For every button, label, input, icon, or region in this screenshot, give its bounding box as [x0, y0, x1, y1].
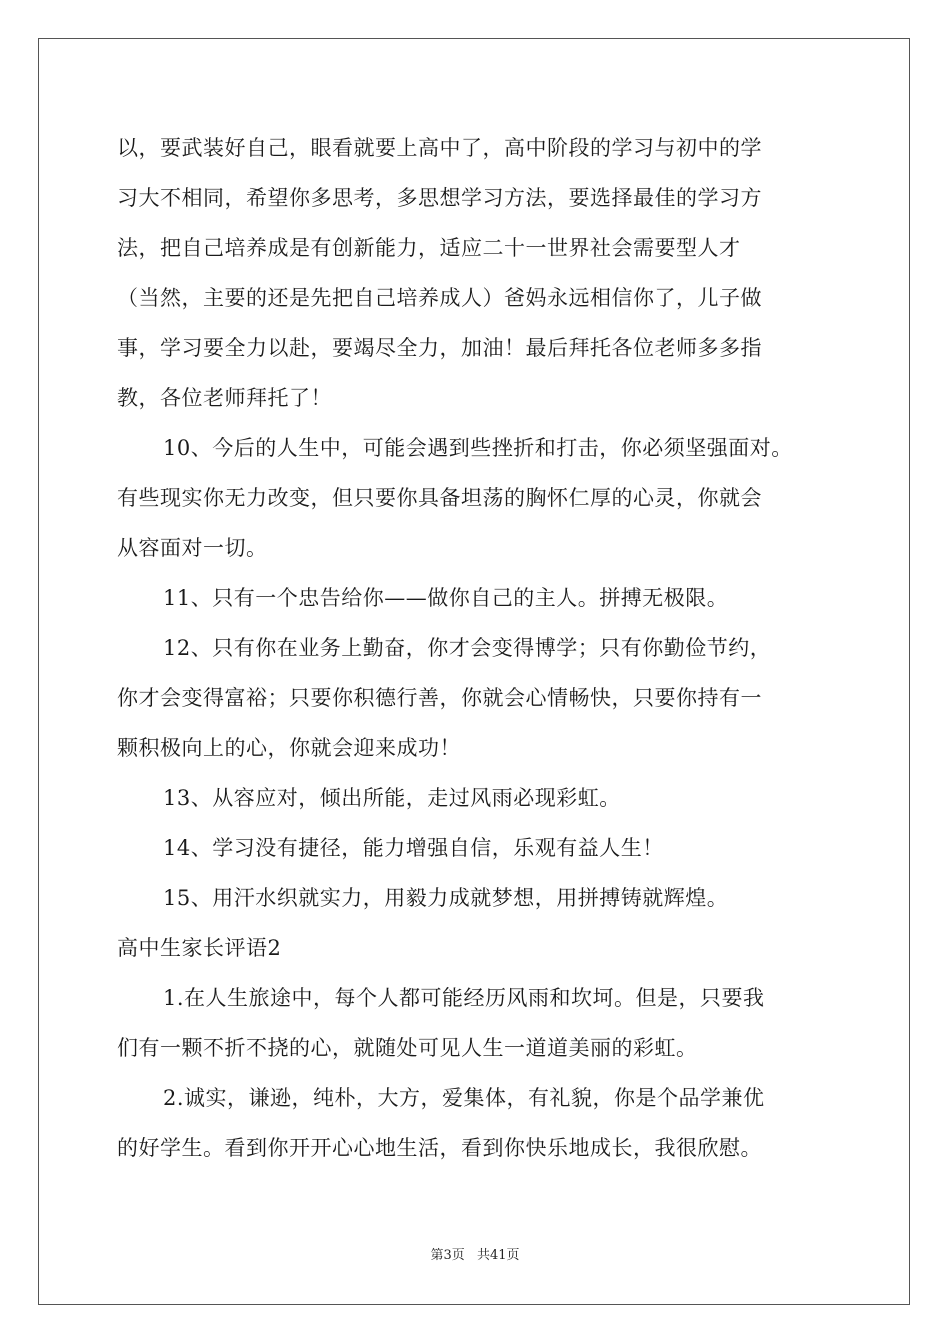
- list-item-10: 10、今后的人生中，可能会遇到些挫折和打击，你必须坚强面对。: [163, 436, 793, 460]
- text-line: 从容面对一切。: [117, 536, 268, 560]
- list-item-12: 12、只有你在业务上勤奋，你才会变得博学；只有你勤俭节约，: [163, 636, 772, 660]
- page-total: 共41页: [476, 1248, 520, 1263]
- text-line: 法，把自己培养成是有创新能力，适应二十一世界社会需要型人才: [117, 236, 741, 260]
- text-line: 颗积极向上的心，你就会迎来成功！: [117, 736, 461, 760]
- text-line: （当然，主要的还是先把自己培养成人）爸妈永远相信你了，儿子做: [117, 286, 762, 310]
- list-item-13: 13、从容应对，倾出所能，走过风雨必现彩虹。: [163, 786, 621, 810]
- text-line: 们有一颗不折不挠的心，就随处可见人生一道道美丽的彩虹。: [117, 1036, 698, 1060]
- text-line: 有些现实你无力改变，但只要你具备坦荡的胸怀仁厚的心灵，你就会: [117, 486, 762, 510]
- text-line: 习大不相同，希望你多思考，多思想学习方法，要选择最佳的学习方: [117, 186, 762, 210]
- page-frame: [38, 38, 910, 1305]
- page-number: 第3页: [430, 1248, 465, 1263]
- text-line: 以，要武装好自己，眼看就要上高中了，高中阶段的学习与初中的学: [117, 136, 762, 160]
- list-item-11: 11、只有一个忠告给你——做你自己的主人。拼搏无极限。: [163, 586, 729, 610]
- list-item-2: 2.诚实，谦逊，纯朴，大方，爱集体，有礼貌，你是个品学兼优: [163, 1086, 765, 1110]
- text-line: 的好学生。看到你开开心心地生活，看到你快乐地成长，我很欣慰。: [117, 1136, 762, 1160]
- list-item-1: 1.在人生旅途中，每个人都可能经历风雨和坎坷。但是，只要我: [163, 986, 765, 1010]
- text-line: 事，学习要全力以赴，要竭尽全力，加油！最后拜托各位老师多多指: [117, 336, 762, 360]
- list-item-15: 15、用汗水织就实力，用毅力成就梦想，用拼搏铸就辉煌。: [163, 886, 729, 910]
- page-footer: [0, 1247, 950, 1265]
- section-heading: 高中生家长评语2: [117, 936, 282, 960]
- text-line: 你才会变得富裕；只要你积德行善，你就会心情畅快，只要你持有一: [117, 686, 762, 710]
- text-line: 教，各位老师拜托了！: [117, 386, 332, 410]
- list-item-14: 14、学习没有捷径，能力增强自信，乐观有益人生！: [163, 836, 664, 860]
